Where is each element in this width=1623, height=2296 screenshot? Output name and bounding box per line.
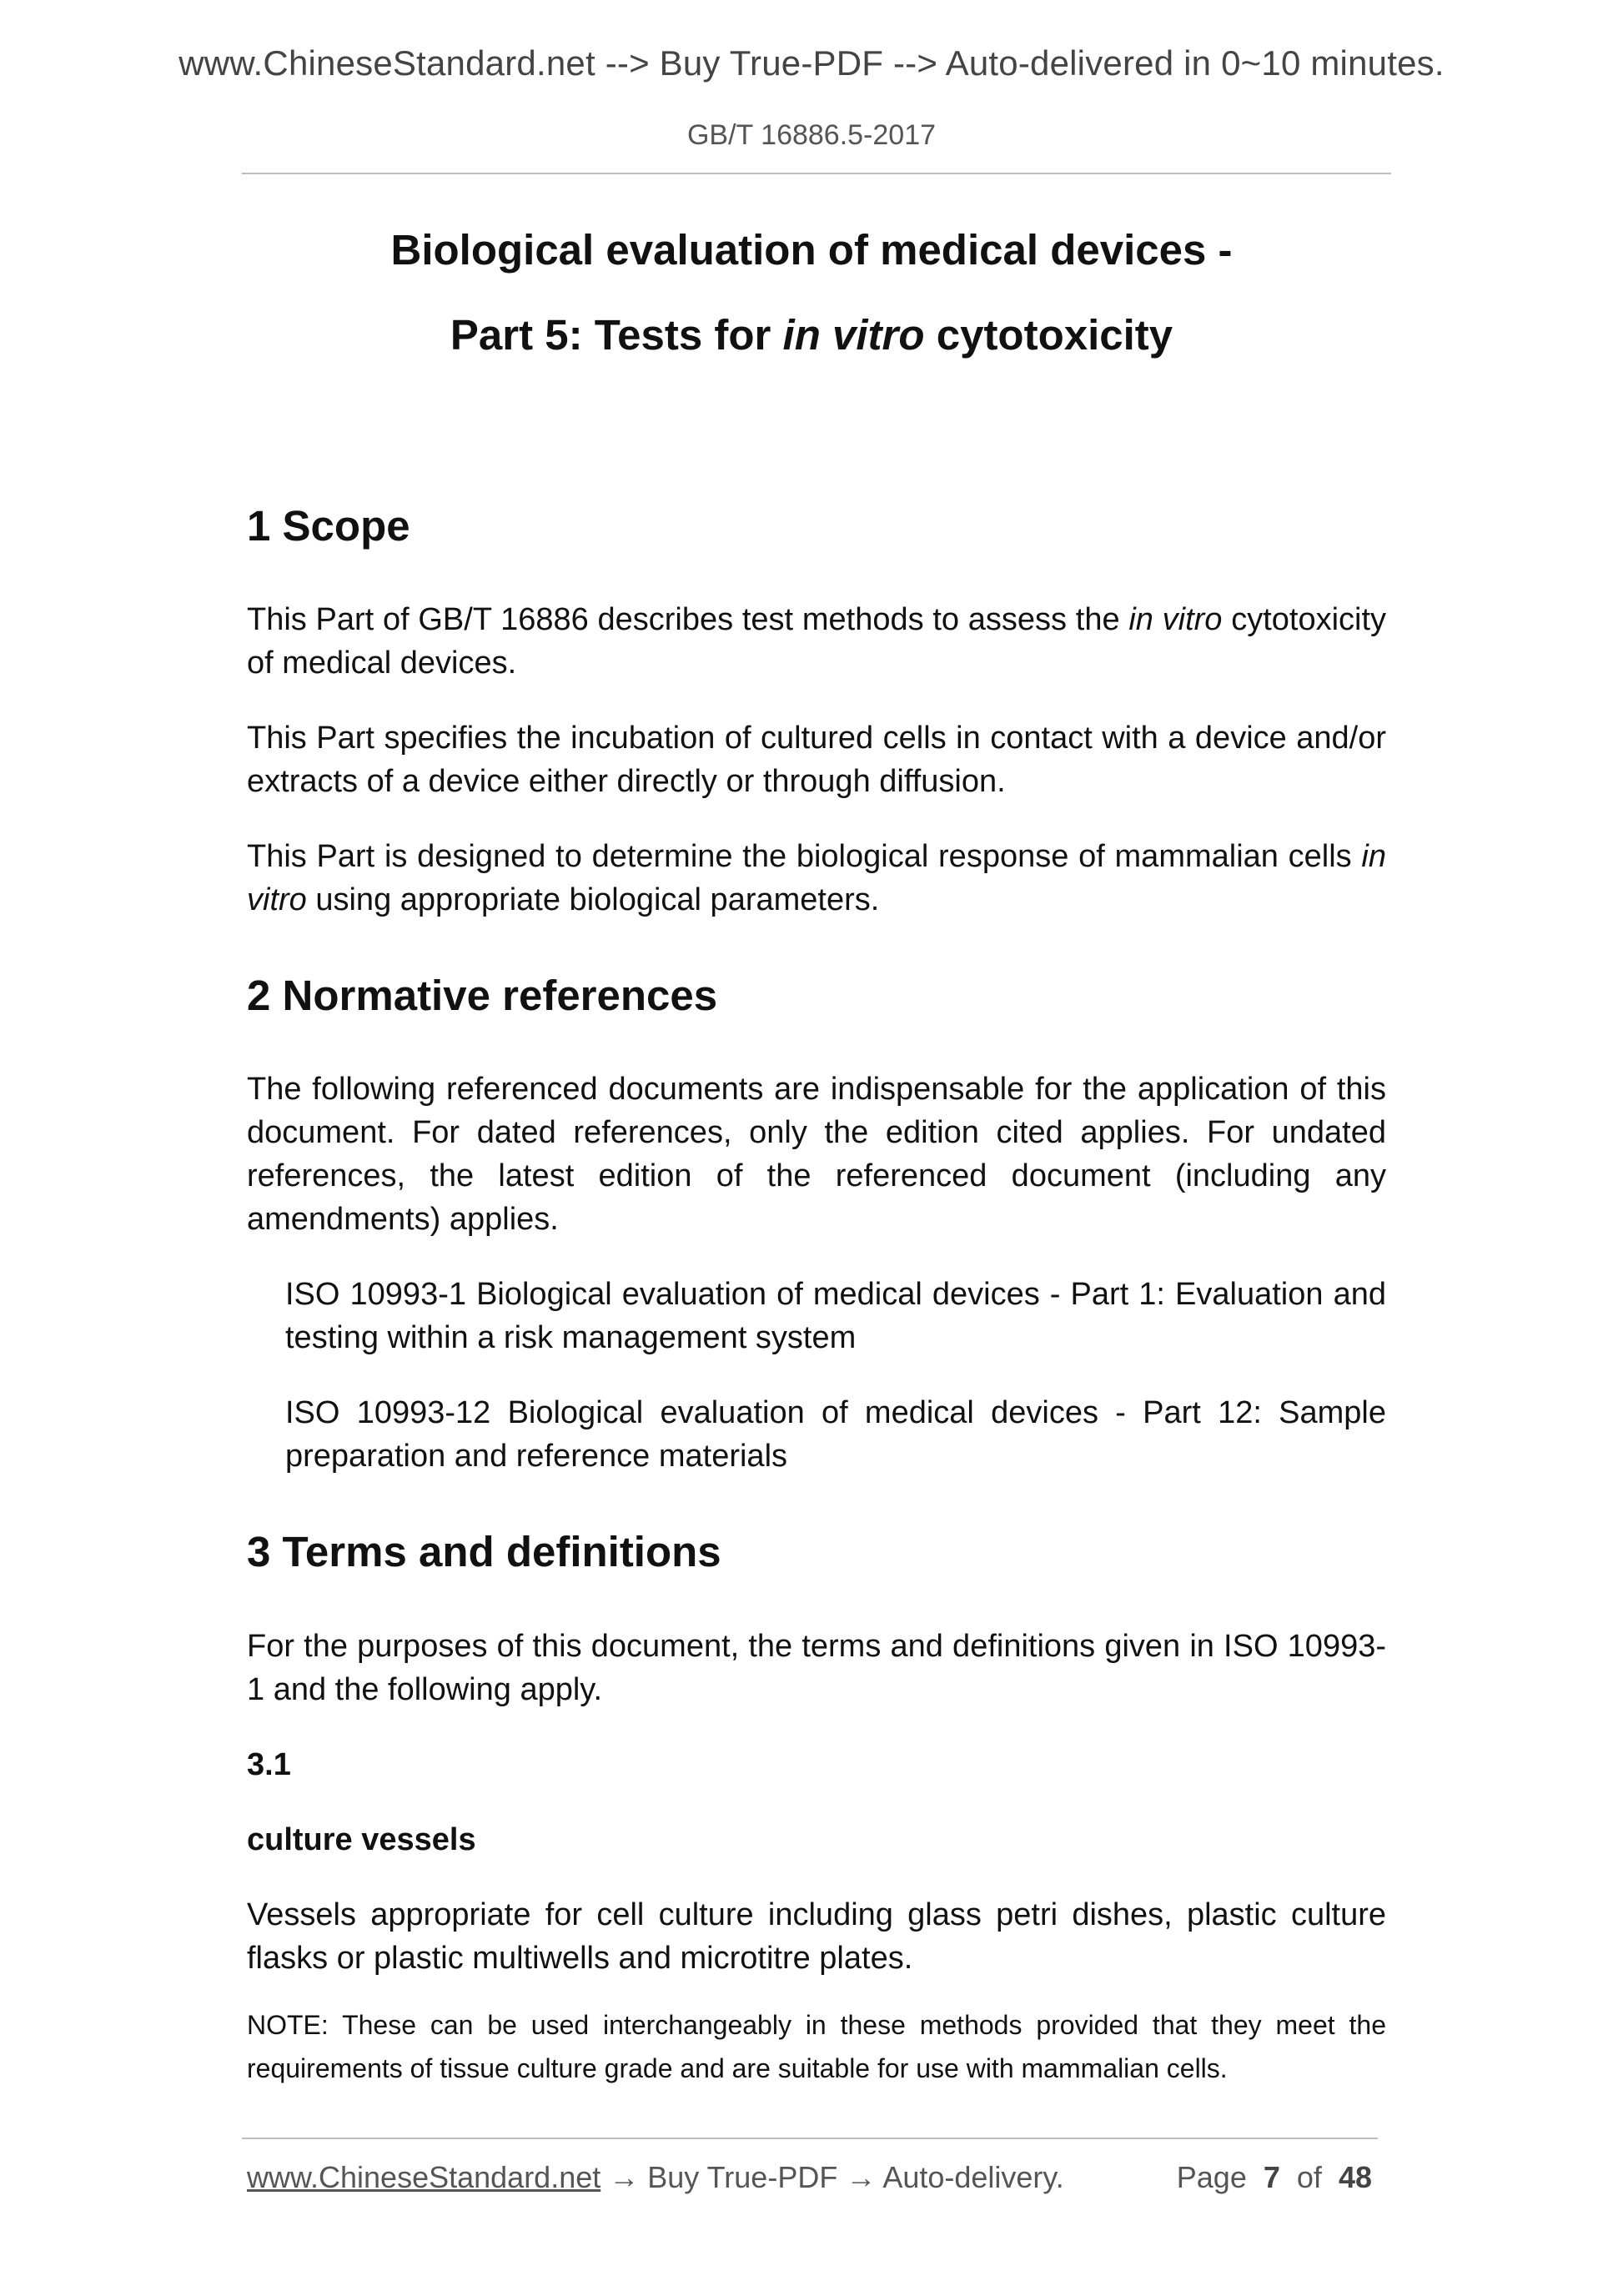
document-body bbox=[247, 500, 1386, 2090]
section-heading-scope: 1 Scope bbox=[247, 502, 410, 550]
page-current: 7 bbox=[1263, 2160, 1280, 2194]
scope-p1-text-b: cytotoxicity of medical devices. bbox=[247, 602, 1387, 681]
term-name: culture vessels bbox=[247, 1821, 476, 1857]
section-heading-normative-references: 2 Normative references bbox=[247, 972, 718, 1020]
scope-p1-italic: in vitro bbox=[1128, 602, 1223, 638]
page-total: 48 bbox=[1338, 2160, 1372, 2194]
footer-left bbox=[247, 2160, 1064, 2195]
reference-item: ISO 10993-12 Biological evaluation of medical devices - Part 12: Sample preparation and reference materials bbox=[285, 1395, 1386, 1475]
section-heading-terms-definitions: 3 Terms and definitions bbox=[247, 1528, 721, 1576]
terms-intro: For the purposes of this document, the terms and definitions given in ISO 10993-1 and the following apply. bbox=[247, 1628, 1386, 1707]
document-code: GB/T 16886.5-2017 bbox=[686, 119, 937, 151]
footer-divider bbox=[242, 2138, 1378, 2139]
document-title-line2 bbox=[0, 310, 1623, 359]
term-definition: Vessels appropriate for cell culture including glass petri dishes, plastic culture flasks or plastic multiwells and microtitre plates. bbox=[247, 1897, 1386, 1976]
title-italic: in vitro bbox=[782, 311, 925, 359]
scope-paragraph-3 bbox=[247, 835, 1386, 922]
page-label: Page bbox=[1176, 2160, 1247, 2194]
header-divider bbox=[242, 173, 1391, 174]
footer-tail: → Buy True-PDF → Auto-delivery. bbox=[600, 2160, 1064, 2194]
document-title-line1: Biological evaluation of medical devices - bbox=[390, 226, 1233, 274]
term-note: NOTE: These can be used interchangeably in these methods provided that they meet the requirements of tissue culture grade and are suitable for use with mammalian cells. bbox=[247, 2009, 1386, 2083]
scope-p1-text-a: This Part of GB/T 16886 describes test methods to assess the bbox=[247, 602, 1129, 638]
title-suffix: cytotoxicity bbox=[924, 311, 1173, 359]
scope-p3-italic: in vitro bbox=[247, 839, 1386, 918]
reference-item: ISO 10993-1 Biological evaluation of medical devices - Part 1: Evaluation and testing within a risk management system bbox=[285, 1277, 1386, 1356]
scope-paragraph-1 bbox=[247, 598, 1386, 685]
footer-link[interactable]: www.ChineseStandard.net bbox=[247, 2160, 601, 2194]
normative-references-intro: The following referenced documents are indispensable for the application of this document. For dated references, only the edition cited applies. For undated references, the latest edition of the referenced document (including any amendments) applies. bbox=[247, 1072, 1386, 1238]
top-banner[interactable]: www.ChineseStandard.net --> Buy True-PDF --> Auto-delivered in 0~10 minutes. bbox=[178, 43, 1445, 83]
scope-p3-text-a: This Part is designed to determine the biological response of mammalian cells bbox=[247, 839, 1362, 875]
term-number: 3.1 bbox=[247, 1746, 291, 1782]
scope-p3-text-b: using appropriate biological parameters. bbox=[306, 882, 880, 918]
page-number bbox=[1177, 2160, 1372, 2195]
page-of: of bbox=[1296, 2160, 1322, 2194]
scope-paragraph-2: This Part specifies the incubation of cultured cells in contact with a device and/or extracts of a device either directly or through diffusion. bbox=[247, 721, 1386, 800]
title-prefix: Part 5: Tests for bbox=[450, 311, 783, 359]
